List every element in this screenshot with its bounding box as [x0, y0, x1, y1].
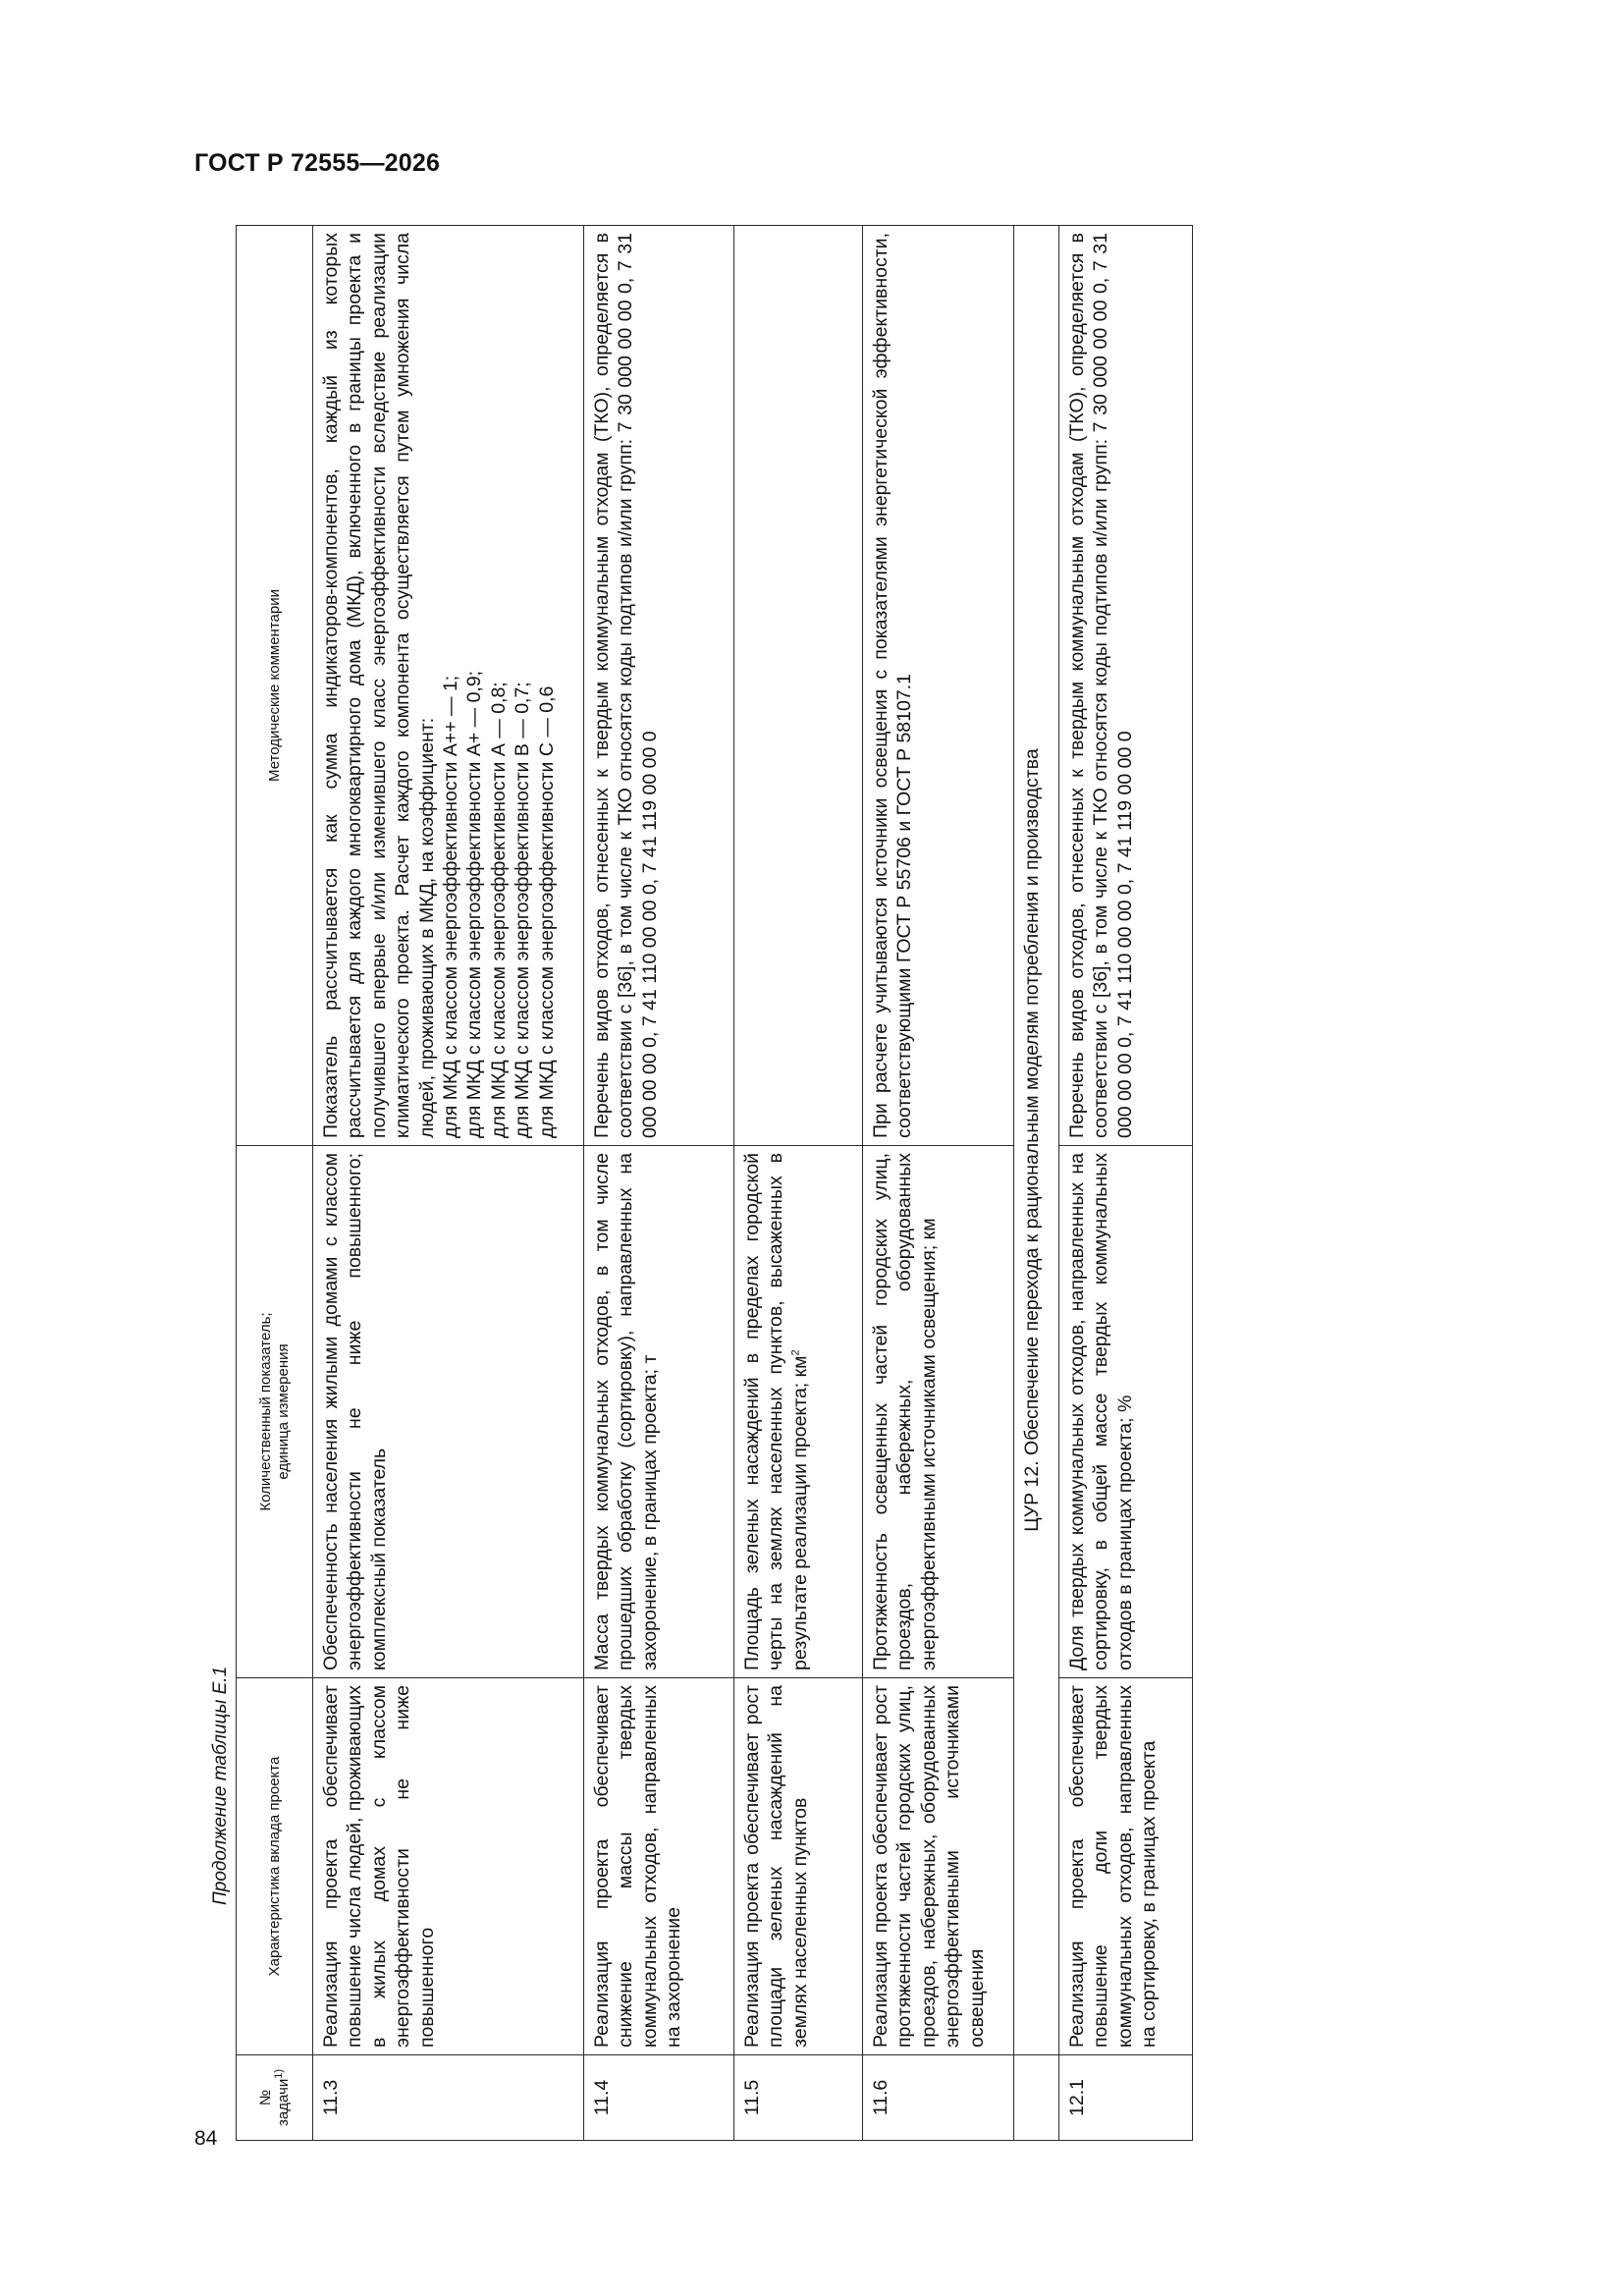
section-spacer: [1014, 2055, 1059, 2141]
task-number: 11.4: [584, 2055, 734, 2141]
section-row: [1014, 226, 1059, 2141]
characteristic-cell: Реализация проекта обеспечивает снижение массы твердых коммунальных отходов, направленных на захоронение: [584, 1678, 734, 2055]
coefficient-line: для МКД с классом энергоэффективности В — 0,7;: [512, 682, 534, 1138]
coefficient-line: для МКД с классом энергоэффективности А+ — 0,9;: [463, 670, 486, 1138]
indicator-cell: Обеспеченность населения жилыми домами с классом энергоэффективности не ниже повышенного; комплексный показатель: [313, 1146, 584, 1678]
indicator-cell: Протяженность освещенных частей городских улиц, проездов, набережных, оборудованных энергоэффективными источниками освещения; км: [863, 1146, 1014, 1678]
indicator-cell: Доля твердых коммунальных отходов, направленных на сортировку, в общей массе твердых коммунальных отходов в границах проекта; %: [1059, 1146, 1193, 1678]
table-row: [734, 226, 863, 2141]
task-number: 11.3: [313, 2055, 584, 2141]
table-row: [313, 226, 584, 2141]
indicator-cell: Площадь зеленых насаждений в пределах городской черты на землях населенных пунктов, высаженных в результате реализации проекта; $км^2$: [734, 1146, 863, 1678]
page-number: 84: [194, 2127, 218, 2150]
section-title: ЦУР 12. Обеспечение перехода к рациональным моделям потребления и производства: [1014, 226, 1059, 2055]
table-row: [584, 226, 734, 2141]
table-continuation-title: Продолжение таблицы Е.1: [210, 1666, 231, 1905]
comment-cell: Перечень видов отходов, отнесенных к твердым коммунальным отходам (ТКО), определяется в соответствии с [36], в том числе к ТКО относятся коды подтипов и/или групп: 7 30 000 00 00 0, 7 31 000 00 00 0, 7 41 110 00 00 0, 7 41 119 00 00 0: [1059, 226, 1193, 1146]
task-number: 11.6: [863, 2055, 1014, 2141]
characteristic-cell: Реализация проекта обеспечивает повышение числа людей, проживающих в жилых домах с классом энергоэффективности не ниже повышенного: [313, 1678, 584, 2055]
header-task-number: № задачи$^{1)}$: [237, 2055, 313, 2141]
coefficient-line: для МКД с классом энергоэффективности А — 0,8;: [487, 682, 510, 1138]
comment-cell: [313, 226, 584, 1146]
indicator-cell: Масса твердых коммунальных отходов, в том числе прошедших обработку (сортировку), направленных на захоронение, в границах проекта; т: [584, 1146, 734, 1678]
comment-text: Показатель рассчитывается как сумма индикаторов-компонентов, каждый из которых рассчитывается для каждого многоквартирного дома (МКД), включенного в границы проекта и получившего впервые и/или изменившего класс энергоэффективности вследствие реализации климатического проекта. Расчет каждого компонента осуществляется путем умножения числа людей, проживающих в МКД, на коэффициент:: [320, 233, 438, 1138]
criteria-table: [236, 225, 1193, 2141]
comment-cell: При расчете учитываются источники освещения с показателями энергетической эффективности, соответствующими ГОСТ Р 55706 и ГОСТ Р 58107.1: [863, 226, 1014, 1146]
header-indicator: Количественный показатель; единица измерения: [237, 1146, 313, 1678]
task-number: 11.5: [734, 2055, 863, 2141]
header-comments: Методические комментарии: [237, 226, 313, 1146]
comment-cell: [734, 226, 863, 1146]
header-characteristic: Характеристика вклада проекта: [237, 1678, 313, 2055]
coefficient-line: для МКД с классом энергоэффективности С — 0,6: [535, 685, 558, 1138]
characteristic-cell: Реализация проекта обеспечивает рост площади зеленых насаждений на землях населенных пунктов: [734, 1678, 863, 2055]
document-code: ГОСТ Р 72555—2026: [194, 149, 441, 177]
characteristic-cell: Реализация проекта обеспечивает повышение доли твердых коммунальных отходов, направленных на сортировку, в границах проекта: [1059, 1678, 1193, 2055]
table-row: [1059, 226, 1193, 2141]
table-row: [863, 226, 1014, 2141]
characteristic-cell: Реализация проекта обеспечивает рост протяженности частей городских улиц, проездов, набережных, оборудованных энергоэффективными источниками освещения: [863, 1678, 1014, 2055]
comment-cell: Перечень видов отходов, отнесенных к твердым коммунальным отходам (ТКО), определяется в соответствии с [36], в том числе к ТКО относятся коды подтипов и/или групп: 7 30 000 00 00 0, 7 31 000 00 00 0, 7 41 110 00 00 0, 7 41 119 00 00 0: [584, 226, 734, 1146]
rotated-page-content: [206, 226, 1394, 2141]
table-header-row: [237, 226, 313, 2141]
task-number: 12.1: [1059, 2055, 1193, 2141]
coefficient-line: для МКД с классом энергоэффективности А++ — 1;: [440, 675, 462, 1138]
